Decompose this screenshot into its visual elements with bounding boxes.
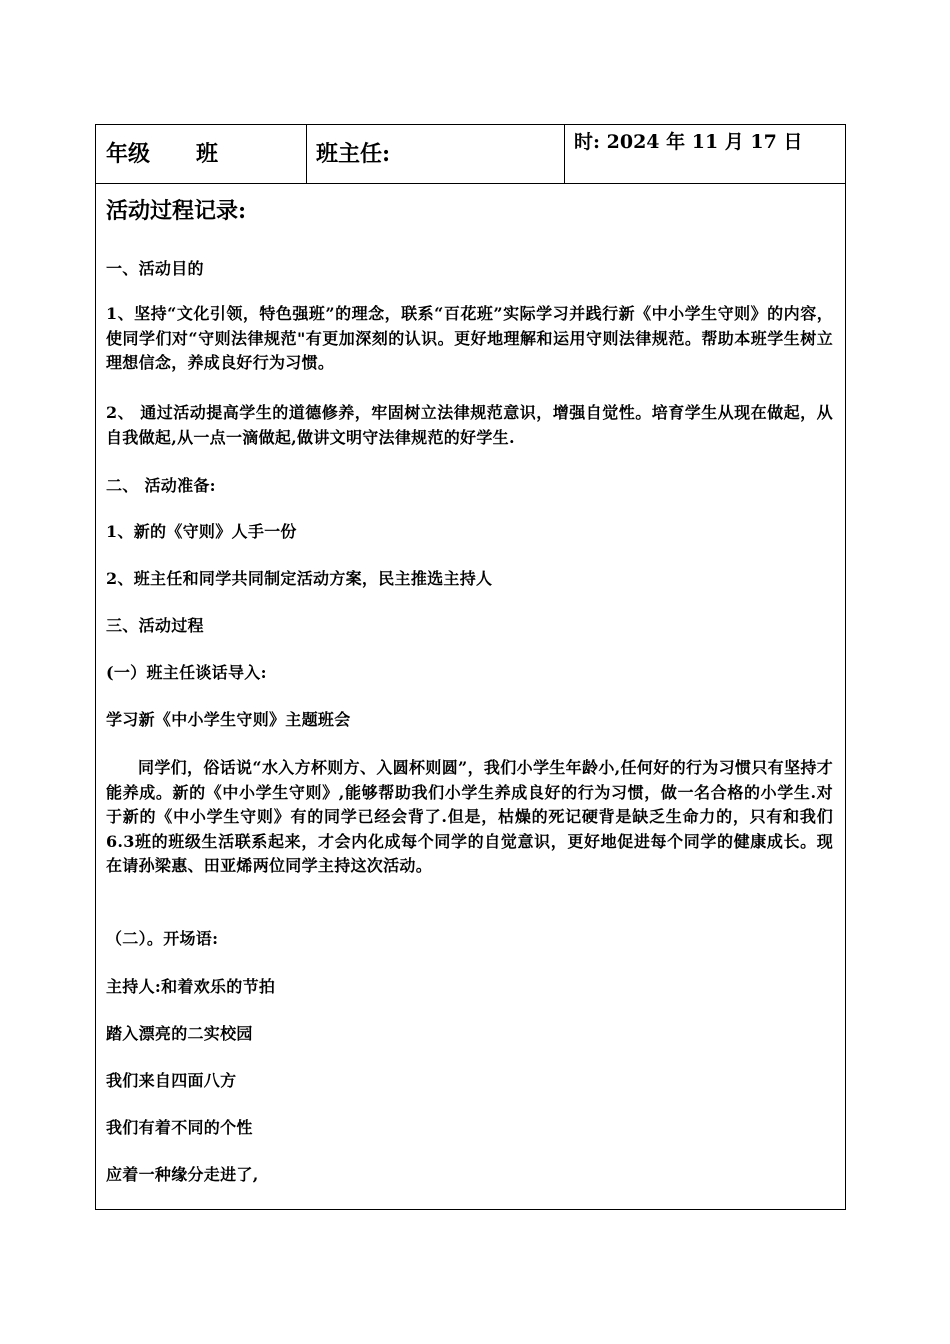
subsection-heading-intro: (一）班主任谈话导入: [106,663,267,682]
poem-line: 我们有着不同的个性 [106,1118,253,1137]
form-header-row [96,125,845,184]
preparation-item-1: 1、新的《守则》人手一份 [106,522,297,541]
grade-cell [96,125,307,183]
teacher-cell [307,125,565,183]
teacher-speech-paragraph: 同学们，俗话说“水入方杯则方、入圆杯则圆”，我们小学生年龄小,任何好的行为习惯只有坚持才能养成。新的《中小学生守则》,能够帮助我们小学生养成良好的行为习惯，做一名合格的小学生.对于新的《中小学生守则》有的同学已经会背了.但是，枯燥的死记硬背是缺乏生命力的，只有和我们6.3班的班级生活联系起来，才会内化成每个同学的自觉意识，更好地促进每个同学的健康成长。现在请孙梁惠、田亚烯两位同学主持这次活动。 [106,758,833,875]
section-heading-process: 三、活动过程 [106,616,204,635]
grade-class-label: 年级 班 [106,141,218,167]
purpose-paragraph-2: 2、 通过活动提高学生的道德修养，牢固树立法律规范意识，增强自觉性。培育学生从现在做起，从自我做起,从一点一滴做起,做讲文明守法律规范的好学生. [106,403,833,447]
activity-date: 时: 2024 年 11 月 17 日 [574,131,803,153]
theme-meeting-line: 学习新《中小学生守则》主题班会 [106,710,351,729]
purpose-paragraph-1: 1、坚持“文化引领，特色强班”的理念，联系“百花班”实际学习并践行新《中小学生守则》的内容，使同学们对“守则法律规范"有更加深刻的认识。更好地理解和运用守则法律规范。帮助本班学生树立理想信念，养成良好行为习惯。 [106,304,833,372]
preparation-item-2: 2、班主任和同学共同制定活动方案，民主推选主持人 [106,569,493,588]
poem-line: 我们来自四面八方 [106,1071,237,1090]
record-form [95,124,846,1210]
poem-line: 主持人:和着欢乐的节拍 [106,977,276,996]
time-cell [565,125,845,183]
poem-line: 踏入漂亮的二实校园 [106,1024,253,1043]
section-heading-purpose: 一、活动目的 [106,259,204,278]
subsection-heading-opening: （二）。开场语: [106,929,219,948]
head-teacher-label: 班主任: [316,141,391,167]
section-heading-preparation: 二、 活动准备: [106,476,216,495]
record-title: 活动过程记录: [106,198,247,224]
poem-line: 应着一种缘分走进了, [106,1165,259,1184]
